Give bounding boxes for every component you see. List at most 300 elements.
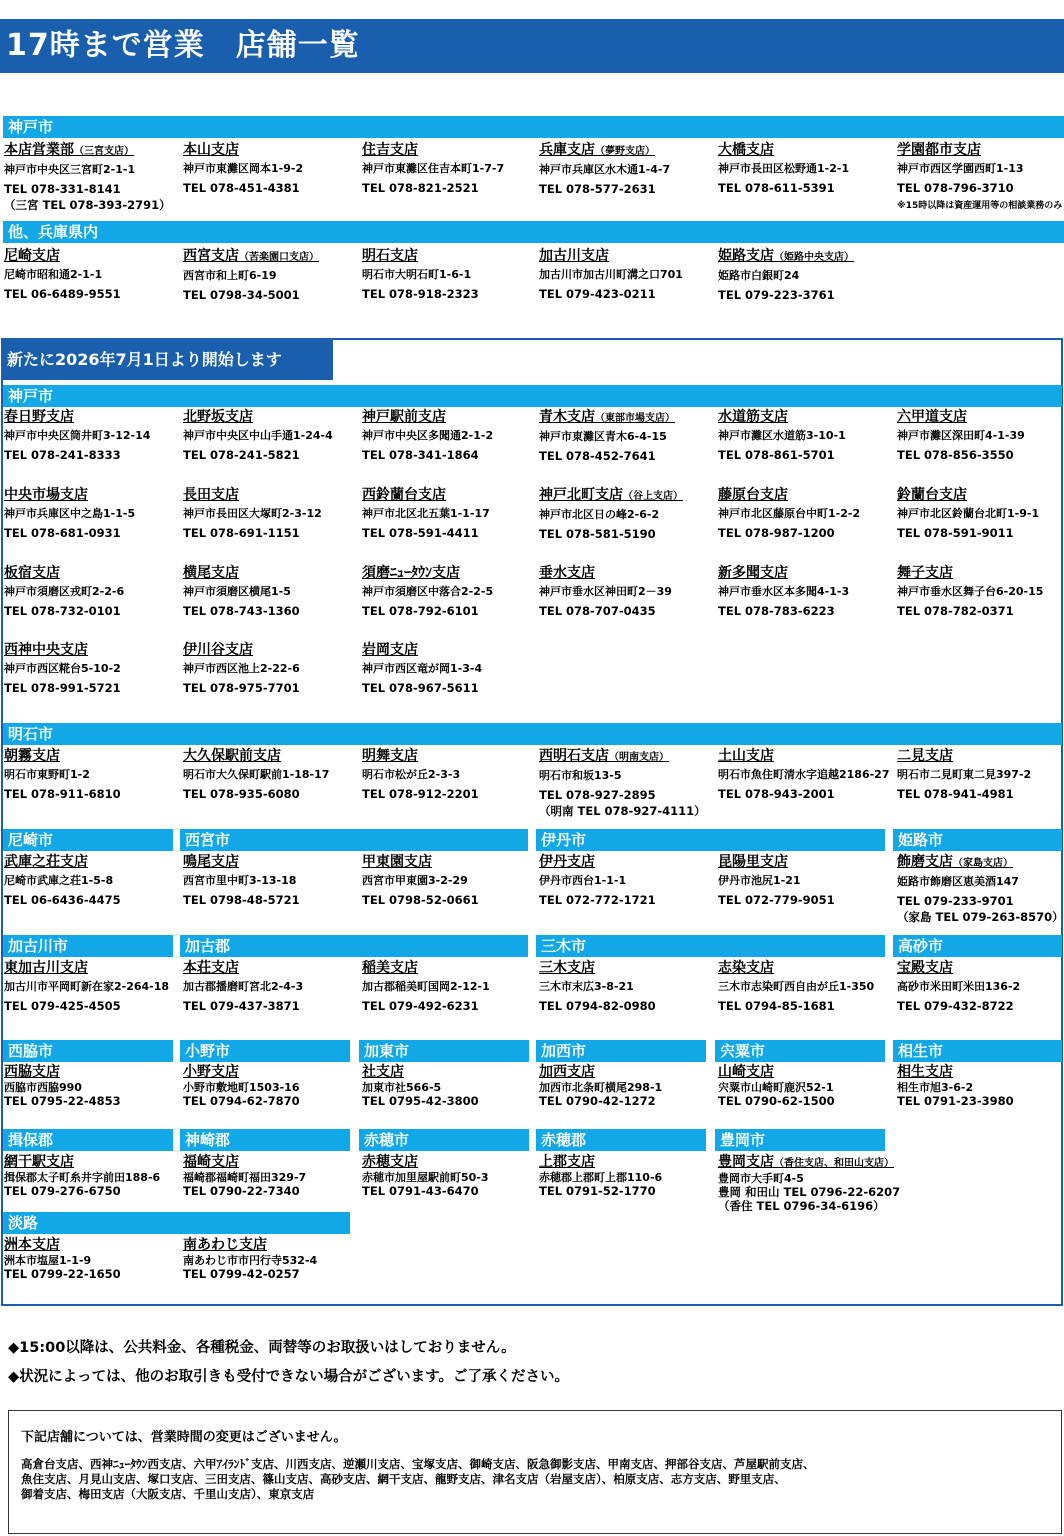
branch-entry — [718, 854, 835, 908]
branch-tel: TEL 078-927-2895 — [539, 788, 656, 802]
section-header-amagasaki: 尼崎市 — [3, 829, 173, 851]
branch-entry — [183, 1237, 317, 1281]
branch-tel: TEL 0798-34-5001 — [183, 288, 300, 302]
branch-entry — [183, 748, 329, 802]
branch-tel: TEL 079-233-9701 — [897, 894, 1014, 908]
branch-name-text: 住吉支店 — [362, 142, 418, 158]
branch-name[interactable] — [718, 565, 849, 582]
branch-tel: TEL 078-591-9011 — [897, 526, 1014, 540]
branch-tel: TEL 078-241-8333 — [4, 448, 121, 462]
branch-address: 神戸市須磨区横尾1-5 — [183, 585, 291, 598]
branch-tel: TEL 078-856-3550 — [897, 448, 1014, 462]
branch-entry — [539, 409, 675, 464]
branch-name-text: 大橋支店 — [718, 142, 774, 158]
branch-tel: TEL 0791-43-6470 — [362, 1184, 479, 1198]
unchanged-hours-box — [8, 1410, 1062, 1534]
section-header-kobe-new: 神戸市 — [3, 385, 1062, 407]
branch-name[interactable] — [183, 565, 300, 582]
branch-tel: TEL 078-861-5701 — [718, 448, 835, 462]
branch-tel: TEL 078-912-2201 — [362, 787, 479, 801]
branch-name-text: 南あわじ支店 — [183, 1237, 267, 1253]
branch-tel: TEL 078-241-5821 — [183, 448, 300, 462]
branch-name-text: 加西支店 — [539, 1064, 595, 1080]
branch-name-text: 飾磨支店 — [897, 854, 953, 870]
branch-name[interactable] — [897, 142, 1062, 159]
branch-name-text: 本店営業部 — [4, 142, 74, 158]
branch-name-text: 舞子支店 — [897, 565, 953, 581]
branch-address: 神戸市灘区水道筋3-10-1 — [718, 429, 846, 442]
branch-tel: TEL 0790-42-1272 — [539, 1094, 656, 1108]
branch-name[interactable] — [183, 248, 319, 266]
section-header-ono: 小野市 — [180, 1040, 350, 1062]
branch-name-text: 朝霧支店 — [4, 748, 60, 764]
branch-address: 揖保郡太子町糸井字前田188-6 — [4, 1171, 161, 1184]
branch-entry — [897, 487, 1039, 541]
branch-address: 神戸市中央区中山手通1-24-4 — [183, 429, 333, 442]
branch-name[interactable] — [539, 1064, 662, 1081]
branch-name-text: 相生支店 — [897, 1064, 953, 1080]
branch-name-text: 姫路支店 — [718, 248, 774, 264]
branch-sub-name: （谷上支店） — [623, 491, 683, 502]
branch-name-text: 小野支店 — [183, 1064, 239, 1080]
branch-name[interactable] — [897, 1064, 1014, 1081]
branch-tel: TEL 078-783-6223 — [718, 604, 835, 618]
branch-name[interactable] — [539, 487, 683, 505]
branch-name-text: 中央市場支店 — [4, 487, 88, 503]
branch-name[interactable] — [539, 142, 670, 160]
section-header-shiso: 宍粟市 — [715, 1040, 885, 1062]
branch-name-text: 神戸駅前支店 — [362, 409, 446, 425]
branch-address: 明石市和坂13-5 — [539, 769, 622, 782]
branch-tel: TEL 0794-62-7870 — [183, 1094, 300, 1108]
branch-entry — [539, 142, 670, 197]
branch-name-text: 山崎支店 — [718, 1064, 774, 1080]
branch-name-text: 網干駅支店 — [4, 1154, 74, 1170]
note-line: ◆15:00以降は、公共料金、各種税金、両替等のお取扱いはしておりません。 — [8, 1340, 516, 1356]
branch-name[interactable] — [4, 1064, 121, 1081]
branch-entry — [718, 960, 874, 1014]
branch-address: 神戸市須磨区中落合2-2-5 — [362, 585, 494, 598]
branch-name-text: 二見支店 — [897, 748, 953, 764]
branch-entry — [897, 1064, 1014, 1108]
branch-name-text: 加古川支店 — [539, 248, 609, 264]
branch-entry — [183, 642, 300, 696]
branch-extra-note: ※15時以降は資産運用等の相談業務のみ — [897, 201, 1063, 211]
branch-entry — [183, 409, 333, 463]
branch-entry — [718, 409, 846, 463]
branch-entry — [4, 960, 169, 1014]
branch-address: 赤穂市加里屋駅前町50-3 — [362, 1171, 489, 1184]
branch-name[interactable] — [4, 748, 121, 765]
branch-name[interactable] — [183, 487, 322, 504]
section-header-toyooka: 豊岡市 — [715, 1129, 885, 1151]
section-header-kobe: 神戸市 — [3, 116, 1064, 138]
branch-entry — [4, 487, 135, 541]
branch-name-text: 鈴蘭台支店 — [897, 487, 967, 503]
branch-name-text: 春日野支店 — [4, 409, 74, 425]
branch-address: 神戸市兵庫区水木通1-4-7 — [539, 163, 671, 176]
branch-name-text: 西鈴蘭台支店 — [362, 487, 446, 503]
branch-address: 神戸市北区鈴蘭台北町1-9-1 — [897, 507, 1040, 520]
branch-entry — [4, 642, 121, 696]
branch-sub-name: （香住支店、和田山支店） — [774, 1158, 894, 1169]
branch-name-text: 北野坂支店 — [183, 409, 253, 425]
branch-name-text: 宝殿支店 — [897, 960, 953, 976]
branch-name[interactable] — [362, 1154, 489, 1171]
branch-entry — [718, 1154, 900, 1213]
branch-tel: TEL 078-611-5391 — [718, 181, 835, 195]
branch-tel: TEL 0798-48-5721 — [183, 893, 300, 907]
branch-tel: TEL 078-331-8141 — [4, 182, 121, 196]
section-header-miki: 三木市 — [536, 935, 885, 957]
branch-extra-note: （家島 TEL 079-263-8570） — [897, 910, 1064, 924]
section-header-kakogun: 加古郡 — [180, 935, 528, 957]
branch-name[interactable] — [718, 1154, 900, 1172]
branch-tel: TEL 0790-22-7340 — [183, 1184, 300, 1198]
branch-address: 明石市二見町東二見397-2 — [897, 768, 1032, 781]
branch-entry — [4, 748, 121, 802]
branch-address: 神戸市垂水区本多聞4-1-3 — [718, 585, 850, 598]
branch-address: 西宮市和上町6-19 — [183, 269, 277, 282]
branch-name-text: 三木支店 — [539, 960, 595, 976]
branch-entry — [362, 642, 482, 696]
branch-address: 明石市東野町1-2 — [4, 768, 90, 781]
branch-tel: TEL 078-941-4981 — [897, 787, 1014, 801]
branch-name[interactable] — [362, 642, 482, 659]
branch-entry — [539, 487, 683, 542]
section-header-himeji: 姫路市 — [893, 829, 1062, 851]
branch-address: 加東市社566-5 — [362, 1081, 442, 1094]
branch-name[interactable] — [539, 409, 675, 427]
branch-entry — [539, 748, 706, 819]
branch-address: 神戸市長田区大塚町2-3-12 — [183, 507, 322, 520]
branch-tel: TEL 06-6436-4475 — [4, 893, 121, 907]
branch-tel: TEL 078-707-0435 — [539, 604, 656, 618]
branch-name-text: 西宮支店 — [183, 248, 239, 264]
branch-name[interactable] — [183, 1237, 317, 1254]
branch-name[interactable] — [718, 1064, 835, 1081]
branch-name-text: 昆陽里支店 — [718, 854, 788, 870]
branch-name[interactable] — [4, 565, 124, 582]
branch-sub-name: （三宮支店） — [74, 146, 134, 157]
branch-address: 相生市旭3-6-2 — [897, 1081, 974, 1094]
branch-address: 神戸市東灘区岡本1-9-2 — [183, 162, 304, 175]
branch-name-text: 藤原台支店 — [718, 487, 788, 503]
branch-address: 神戸市中央区三宮町2-1-1 — [4, 163, 136, 176]
branch-address: 明石市魚住町清水字追越2186-27 — [718, 768, 890, 781]
branch-tel: TEL 0799-22-1650 — [4, 1267, 121, 1281]
branch-address: 尼崎市武庫之荘1-5-8 — [4, 874, 114, 887]
section-header-kato: 加東市 — [359, 1040, 529, 1062]
branch-name-text: 西神中央支店 — [4, 642, 88, 658]
section-header-other-hyogo: 他、兵庫県内 — [3, 221, 1064, 243]
unchanged-title: 下記店舗については、営業時間の変更はございません。 — [21, 1430, 347, 1445]
branch-address: 加古川市加古川町溝之口701 — [539, 268, 683, 281]
branch-entry — [718, 142, 849, 196]
branch-sub-name: （苦楽園口支店） — [239, 252, 319, 263]
branch-tel: TEL 0791-52-1770 — [539, 1184, 656, 1198]
branch-entry — [897, 142, 1062, 214]
branch-name-text: 青木支店 — [539, 409, 595, 425]
section-header-awaji: 淡路 — [3, 1212, 350, 1234]
branch-address: 神戸市兵庫区中之島1-1-5 — [4, 507, 136, 520]
branch-address: 神戸市北区日の峰2-6-2 — [539, 508, 660, 521]
branch-name-text: 西脇支店 — [4, 1064, 60, 1080]
branch-entry — [362, 565, 493, 619]
branch-address: 神戸市中央区筒井町3-12-14 — [4, 429, 151, 442]
section-header-aioi: 相生市 — [893, 1040, 1062, 1062]
branch-tel: TEL 079-425-4505 — [4, 999, 121, 1013]
branch-name-text: 鳴尾支店 — [183, 854, 239, 870]
branch-name-text: 東加古川支店 — [4, 960, 88, 976]
branch-tel: TEL 079-492-6231 — [362, 999, 479, 1013]
branch-entry — [4, 1064, 121, 1108]
branch-entry — [897, 748, 1031, 802]
branch-tel: TEL 072-779-9051 — [718, 893, 835, 907]
branch-name[interactable] — [718, 409, 846, 426]
branch-tel: TEL 078-918-2323 — [362, 287, 479, 301]
branch-address: 西脇市西脇990 — [4, 1081, 82, 1094]
branch-entry — [362, 1154, 489, 1198]
branch-name-text: 横尾支店 — [183, 565, 239, 581]
branch-name[interactable] — [539, 1154, 662, 1171]
branch-tel: TEL 0791-23-3980 — [897, 1094, 1014, 1108]
branch-entry — [4, 854, 121, 908]
branch-name-text: 尼崎支店 — [4, 248, 60, 264]
branch-address: 神戸市東灘区住吉本町1-7-7 — [362, 162, 505, 175]
branch-address: 神戸市北区北五葉1-1-17 — [362, 507, 490, 520]
branch-address: 三木市末広3-8-21 — [539, 980, 634, 993]
branch-entry — [362, 960, 490, 1014]
branch-entry — [718, 248, 854, 303]
branch-entry — [718, 748, 890, 802]
branch-entry — [4, 142, 171, 213]
branch-name[interactable] — [897, 854, 1064, 872]
branch-name-text: 板宿支店 — [4, 565, 60, 581]
branch-name[interactable] — [897, 409, 1025, 426]
branch-address: 神戸市西区学園西町1-13 — [897, 162, 1024, 175]
unchanged-line: 高倉台支店、西神ﾆｭｰﾀｳﾝ西支店、六甲ｱｲﾗﾝﾄﾞ支店、川西支店、逆瀬川支店、宝塚支店、御崎支店、阪急御影支店、甲南支店、押部谷支店、芦屋駅前支店、 — [21, 1457, 815, 1471]
branch-name[interactable] — [362, 142, 504, 159]
branch-address: 豊岡市大手町4-5 — [718, 1172, 804, 1185]
branch-entry — [4, 1154, 160, 1198]
branch-entry — [718, 565, 849, 619]
branch-name-text: 伊丹支店 — [539, 854, 595, 870]
branch-name[interactable] — [4, 960, 169, 977]
branch-entry — [4, 248, 121, 302]
branch-name[interactable] — [362, 487, 490, 504]
branch-name[interactable] — [539, 854, 656, 871]
branch-name[interactable] — [718, 248, 854, 266]
branch-entry — [183, 960, 303, 1014]
branch-tel: TEL 0794-85-1681 — [718, 999, 835, 1013]
branch-entry — [539, 1064, 662, 1108]
branch-name[interactable] — [718, 854, 835, 871]
branch-name[interactable] — [362, 248, 479, 265]
branch-name[interactable] — [897, 748, 1031, 765]
branch-name-text: 明舞支店 — [362, 748, 418, 764]
branch-sub-name: （家島支店） — [953, 858, 1013, 869]
branch-name[interactable] — [4, 1154, 160, 1171]
branch-name[interactable] — [539, 248, 683, 265]
branch-address: 神戸市中央区多聞通2-1-2 — [362, 429, 494, 442]
branch-name-text: 六甲道支店 — [897, 409, 967, 425]
branch-entry — [897, 565, 1043, 619]
branch-name[interactable] — [4, 487, 135, 504]
branch-name[interactable] — [897, 487, 1039, 504]
branch-address: 神戸市西区池上2-22-6 — [183, 662, 300, 675]
branch-name[interactable] — [897, 960, 1020, 977]
branch-entry — [362, 248, 479, 302]
branch-tel: TEL 078-577-2631 — [539, 182, 656, 196]
branch-sub-name: （夢野支店） — [595, 146, 655, 157]
section-header-kasai: 加西市 — [536, 1040, 706, 1062]
branch-entry — [183, 487, 322, 541]
new-start-banner: 新たに2026年7月1日より開始します — [3, 340, 333, 380]
branch-address: 加古郡播磨町宮北2-4-3 — [183, 980, 304, 993]
unchanged-line: 魚住支店、月見山支店、塚口支店、三田支店、篠山支店、高砂支店、網干支店、龍野支店、津名支店（岩屋支店）、柏原支店、志方支店、野里支店、 — [21, 1472, 786, 1486]
branch-entry — [539, 565, 672, 619]
branch-name[interactable] — [718, 748, 890, 765]
branch-tel: TEL 078-341-1864 — [362, 448, 479, 462]
branch-name[interactable] — [4, 1237, 121, 1254]
branch-address: 福崎郡福崎町福田329-7 — [183, 1171, 307, 1184]
branch-name-text: 西明石支店 — [539, 748, 609, 764]
branch-name-text: 豊岡支店 — [718, 1154, 774, 1170]
branch-tel: TEL 0795-42-3800 — [362, 1094, 479, 1108]
branch-name-text: 垂水支店 — [539, 565, 595, 581]
branch-address: 伊丹市西台1-1-1 — [539, 874, 627, 887]
branch-name[interactable] — [183, 409, 333, 426]
branch-address: 神戸市灘区深田町4-1-39 — [897, 429, 1025, 442]
branch-entry — [183, 565, 300, 619]
branch-entry — [897, 409, 1025, 463]
branch-entry — [362, 748, 479, 802]
branch-name[interactable] — [718, 960, 874, 977]
new-branches-frame — [1, 338, 1063, 1306]
section-header-akogun: 赤穂郡 — [536, 1129, 706, 1151]
branch-address: 神戸市垂水区神田町2－39 — [539, 585, 672, 598]
branch-extra-note: （香住 TEL 0796-34-6196） — [718, 1199, 885, 1213]
branch-tel: TEL 0795-22-4853 — [4, 1094, 121, 1108]
branch-name[interactable] — [362, 960, 490, 977]
branch-entry — [4, 409, 150, 463]
page-title: 17時まで営業 店舗一覧 — [0, 19, 1064, 73]
branch-tel: TEL 079-223-3761 — [718, 288, 835, 302]
branch-name[interactable] — [183, 642, 300, 659]
branch-name[interactable] — [362, 854, 479, 871]
branch-address: 赤穂郡上郡町上郡110-6 — [539, 1171, 663, 1184]
branch-tel: TEL 078-792-6101 — [362, 604, 479, 618]
branch-tel: TEL 078-967-5611 — [362, 681, 479, 695]
branch-entry — [718, 1064, 835, 1108]
branch-name[interactable] — [539, 748, 706, 766]
branch-tel: TEL 078-943-2001 — [718, 787, 835, 801]
branch-name[interactable] — [362, 1064, 479, 1081]
branch-name[interactable] — [718, 142, 849, 159]
branch-entry — [362, 487, 490, 541]
branch-tel: TEL 0798-52-0661 — [362, 893, 479, 907]
branch-tel: TEL 078-975-7701 — [183, 681, 300, 695]
branch-entry — [183, 1064, 300, 1108]
branch-address: 西宮市里中町3-13-18 — [183, 874, 297, 887]
section-header-takasago: 高砂市 — [893, 935, 1062, 957]
branch-name[interactable] — [183, 1064, 300, 1081]
branch-name-text: 本山支店 — [183, 142, 239, 158]
branch-tel: TEL 078-782-0371 — [897, 604, 1014, 618]
branch-name[interactable] — [362, 409, 493, 426]
branch-name[interactable] — [4, 409, 150, 426]
branch-address: 洲本市塩屋1-1-9 — [4, 1254, 92, 1267]
branch-tel: TEL 078-691-1151 — [183, 526, 300, 540]
branch-name[interactable] — [183, 960, 303, 977]
branch-entry — [539, 1154, 662, 1198]
branch-tel: TEL 078-452-7641 — [539, 449, 656, 463]
branch-name[interactable] — [539, 960, 656, 977]
branch-name[interactable] — [183, 748, 329, 765]
section-header-kakogawa: 加古川市 — [3, 935, 173, 957]
branch-address: 西宮市甲東園3-2-29 — [362, 874, 468, 887]
branch-tel: TEL 0790-62-1500 — [718, 1094, 835, 1108]
branch-name-text: 福崎支店 — [183, 1154, 239, 1170]
branch-name[interactable] — [183, 1154, 306, 1171]
branch-tel: TEL 079-276-6750 — [4, 1184, 121, 1198]
branch-name[interactable] — [362, 565, 493, 582]
branch-address: 神戸市垂水区舞子台6-20-15 — [897, 585, 1044, 598]
branch-name[interactable] — [4, 854, 121, 871]
branch-address: 姫路市飾磨区恵美酒147 — [897, 875, 1019, 888]
branch-extra-note: （三宮 TEL 078-393-2791） — [4, 198, 171, 212]
section-header-nishiwaki: 西脇市 — [3, 1040, 173, 1062]
branch-tel: TEL 079-432-8722 — [897, 999, 1014, 1013]
branch-address: 三木市志染町西自由が丘1-350 — [718, 980, 875, 993]
section-header-akashi: 明石市 — [3, 723, 1062, 745]
branch-address: 神戸市西区竜が岡1-3-4 — [362, 662, 483, 675]
branch-name-text: 新多聞支店 — [718, 565, 788, 581]
branch-name[interactable] — [4, 642, 121, 659]
branch-tel: TEL 078-681-0931 — [4, 526, 121, 540]
branch-address: 尼崎市昭和通2-1-1 — [4, 268, 103, 281]
branch-entry — [362, 1064, 479, 1108]
branch-address: 神戸市長田区松野通1-2-1 — [718, 162, 850, 175]
branch-name[interactable] — [183, 854, 300, 871]
branch-name[interactable] — [718, 487, 860, 504]
branch-entry — [183, 854, 300, 908]
branch-name-text: 志染支店 — [718, 960, 774, 976]
branch-name-text: 明石支店 — [362, 248, 418, 264]
branch-name[interactable] — [4, 248, 121, 265]
branch-address: 神戸市北区藤原台中町1-2-2 — [718, 507, 861, 520]
branch-name-text: 長田支店 — [183, 487, 239, 503]
branch-name[interactable] — [4, 142, 171, 160]
branch-name[interactable] — [183, 142, 303, 159]
branch-tel: TEL 078-591-4411 — [362, 526, 479, 540]
branch-name-text: 伊川谷支店 — [183, 642, 253, 658]
branch-entry — [718, 487, 860, 541]
branch-name[interactable] — [362, 748, 479, 765]
branch-tel: TEL 078-581-5190 — [539, 527, 656, 541]
branch-name-text: 土山支店 — [718, 748, 774, 764]
branch-tel: TEL 078-451-4381 — [183, 181, 300, 195]
branch-name-text: 武庫之荘支店 — [4, 854, 88, 870]
branch-address: 伊丹市池尻1-21 — [718, 874, 801, 887]
branch-tel: TEL 078-991-5721 — [4, 681, 121, 695]
branch-name[interactable] — [897, 565, 1043, 582]
branch-tel: TEL 078-821-2521 — [362, 181, 479, 195]
branch-entry — [539, 854, 656, 908]
branch-name[interactable] — [539, 565, 672, 582]
branch-entry — [539, 960, 656, 1014]
